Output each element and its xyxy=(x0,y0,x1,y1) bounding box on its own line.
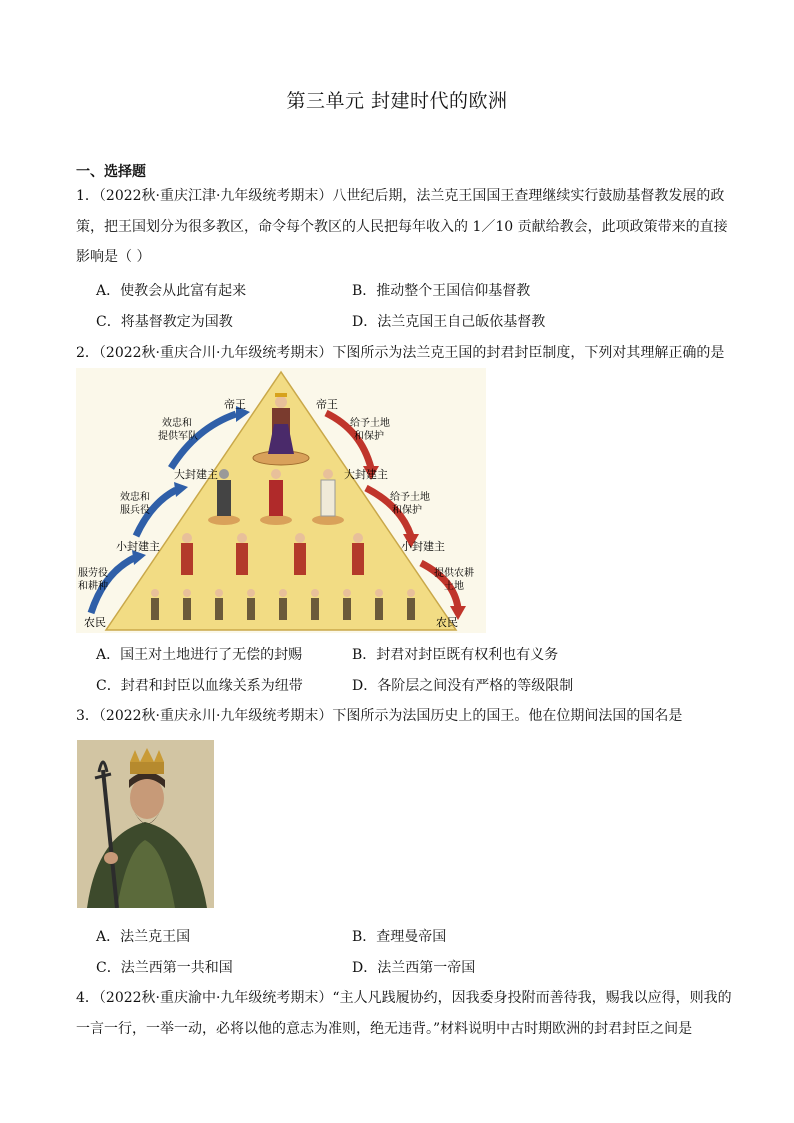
feudal-pyramid-diagram xyxy=(76,368,486,633)
label-down-3b: 土地 xyxy=(444,581,464,592)
label-down-1a: 给予土地 xyxy=(350,418,390,429)
q3-stem-line1: 3．（2022秋·重庆永川·九年级统考期末）下图所示为法国历史上的国王。他在位期间法国的国名是 xyxy=(76,708,683,724)
label-up-1b: 提供军队 xyxy=(158,431,198,442)
label-right-low-rank: 小封建主 xyxy=(401,540,445,553)
label-up-2a: 效忠和 xyxy=(120,492,150,503)
king-portrait-figure xyxy=(77,740,214,908)
label-up-1a: 效忠和 xyxy=(162,418,192,429)
q1-stem-line3: 影响是（ ） xyxy=(76,249,151,265)
label-down-2a: 给予土地 xyxy=(390,492,430,503)
label-down-1b: 和保护 xyxy=(354,431,384,442)
label-up-3b: 和耕种 xyxy=(78,581,108,592)
label-left-top-rank: 帝王 xyxy=(224,398,246,411)
page-title: 第三单元 封建时代的欧洲 xyxy=(286,90,508,112)
q1-option-b[interactable]: B．推动整个王国信仰基督教 xyxy=(352,283,531,299)
label-right-top-rank: 帝王 xyxy=(316,398,338,411)
q3-option-a[interactable]: A．法兰克王国 xyxy=(96,929,191,945)
q1-stem-line2: 策，把王国划分为很多教区，命令每个教区的人民把每年收入的 1／10 贡献给教会，此项政策带来的直接 xyxy=(76,219,728,235)
q3-option-c[interactable]: C．法兰西第一共和国 xyxy=(96,960,233,976)
label-left-bottom-rank: 农民 xyxy=(84,616,106,629)
q1-option-d[interactable]: D．法兰克国王自己皈依基督教 xyxy=(352,314,546,330)
label-left-mid-rank: 大封建主 xyxy=(174,468,218,481)
label-down-2b: 和保护 xyxy=(392,505,422,516)
q3-option-b[interactable]: B．查理曼帝国 xyxy=(352,929,447,945)
section-heading: 一、选择题 xyxy=(76,164,146,180)
peasant-figures xyxy=(151,589,415,620)
label-right-mid-rank: 大封建主 xyxy=(344,468,388,481)
king-portrait xyxy=(77,740,214,908)
label-right-bottom-rank: 农民 xyxy=(436,616,458,629)
q1-stem-line1: 1．（2022秋·重庆江津·九年级统考期末）八世纪后期，法兰克王国国王查理继续实行鼓励基督教发展的政 xyxy=(76,188,725,204)
q4-stem-line1: 4．（2022秋·重庆渝中·九年级统考期末）“主人凡践履协约，因我委身投附而善待我，赐我以应得，则我的 xyxy=(76,990,732,1006)
q2-option-b[interactable]: B．封君对封臣既有权利也有义务 xyxy=(352,647,559,663)
q2-stem-line1: 2．（2022秋·重庆合川·九年级统考期末）下图所示为法兰克王国的封君封臣制度，下列对其理解正确的是 xyxy=(76,345,725,361)
q2-option-a[interactable]: A．国王对土地进行了无偿的封赐 xyxy=(96,647,303,663)
q1-option-a[interactable]: A．使教会从此富有起来 xyxy=(96,283,247,299)
label-left-low-rank: 小封建主 xyxy=(116,540,160,553)
q2-option-d[interactable]: D．各阶层之间没有严格的等级限制 xyxy=(352,678,574,694)
label-down-3a: 提供农耕 xyxy=(434,568,474,579)
label-up-3a: 服劳役 xyxy=(78,568,108,579)
label-up-2b: 服兵役 xyxy=(120,505,150,516)
q4-stem-line2: 一言一行，一举一动，必将以他的意志为准则，绝无违背。”材料说明中古时期欧洲的封君封臣之间是 xyxy=(76,1021,693,1037)
q3-option-d[interactable]: D．法兰西第一帝国 xyxy=(352,960,476,976)
q2-option-c[interactable]: C．封君和封臣以血缘关系为纽带 xyxy=(96,678,303,694)
q1-option-c[interactable]: C．将基督教定为国教 xyxy=(96,314,233,330)
feudal-pyramid-figure xyxy=(76,368,486,633)
